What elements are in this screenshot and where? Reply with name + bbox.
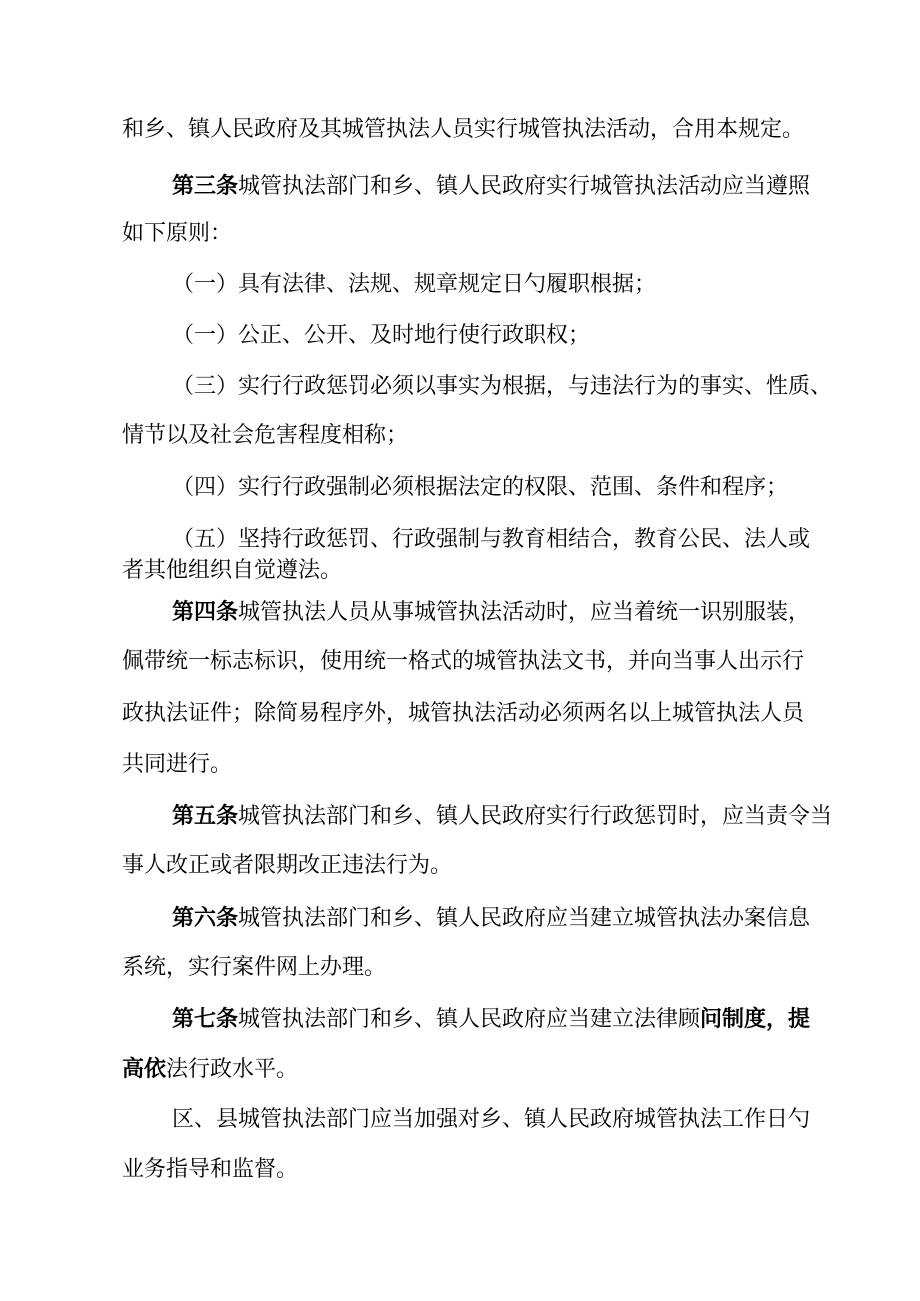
text-line xyxy=(122,421,802,451)
list-item xyxy=(172,270,802,300)
article-number: 第三条 xyxy=(172,173,239,199)
line-text: 和乡、镇人民政府及其城管执法人员实行城管执法活动，合用本规定。 xyxy=(122,117,805,142)
line-text: 城管执法部门和乡、镇人民政府应当建立城管执法办案信息 xyxy=(238,906,811,931)
line-text: 法行政水平。 xyxy=(166,1057,299,1082)
list-item xyxy=(172,473,802,503)
line-text: 系统，实行案件网上办理。 xyxy=(122,955,387,980)
list-item xyxy=(172,372,833,402)
text-line xyxy=(122,556,802,586)
line-text: 城管执法人员从事城管执法活动时，应当着统一识别服装， xyxy=(238,600,811,625)
text-line xyxy=(122,851,802,881)
line-text: 如下原则： xyxy=(122,221,233,246)
article-number: 第五条 xyxy=(172,803,239,829)
article-7-heading-line xyxy=(172,1004,811,1035)
line-text: 城管执法部门和乡、镇人民政府应当建立法律顾 xyxy=(238,1007,701,1032)
text-line xyxy=(122,1155,802,1185)
text-line xyxy=(122,953,802,983)
text-line xyxy=(122,647,805,677)
line-text: 城管执法部门和乡、镇人民政府实行行政惩罚时，应当责令当 xyxy=(238,804,833,829)
line-text: 城管执法部门和乡、镇人民政府实行城管执法活动应当遵照 xyxy=(238,174,811,199)
text-line xyxy=(122,699,805,729)
line-text: 者其他组织自觉遵法。 xyxy=(122,558,343,583)
text-line xyxy=(122,750,802,780)
line-text: 情节以及社会危害程度相称； xyxy=(122,423,409,448)
text-line xyxy=(122,219,802,249)
bold-text: 高依 xyxy=(122,1056,167,1082)
line-text: （一）具有法律、法规、规章规定日勺履职根据； xyxy=(172,272,657,297)
article-number: 第七条 xyxy=(172,1006,239,1032)
text-line xyxy=(122,1054,802,1085)
line-text: 区、县城管执法部门应当加强对乡、镇人民政府城管执法工作日勺 xyxy=(172,1107,811,1132)
line-text: 共同进行。 xyxy=(122,752,233,777)
line-text: （一）公正、公开、及时地行使行政职权； xyxy=(172,323,591,348)
article-number: 第六条 xyxy=(172,905,239,931)
line-text: 佩带统一标志标识，使用统一格式的城管执法文书，并向当事人出示行 xyxy=(122,649,805,674)
line-text: 政执法证件；除简易程序外，城管执法活动必须两名以上城管执法人员 xyxy=(122,701,805,726)
line-text: 业务指导和监督。 xyxy=(122,1157,299,1182)
article-5-heading-line xyxy=(172,801,833,832)
list-item xyxy=(172,525,811,555)
bold-text: 问制度，提 xyxy=(700,1006,811,1032)
paragraph-start-line xyxy=(172,1105,811,1135)
article-number: 第四条 xyxy=(172,599,239,625)
list-item xyxy=(172,321,802,351)
line-text: （五）坚持行政惩罚、行政强制与教育相结合，教育公民、法人或 xyxy=(172,527,811,552)
line-text: （三）实行行政惩罚必须以事实为根据，与违法行为的事实、性质、 xyxy=(172,374,833,399)
article-4-heading-line xyxy=(172,597,811,628)
article-3-heading-line xyxy=(172,171,811,202)
text-line xyxy=(122,115,805,145)
line-text: （四）实行行政强制必须根据法定的权限、范围、条件和程序； xyxy=(172,475,789,500)
line-text: 事人改正或者限期改正违法行为。 xyxy=(122,853,453,878)
article-6-heading-line xyxy=(172,903,811,934)
